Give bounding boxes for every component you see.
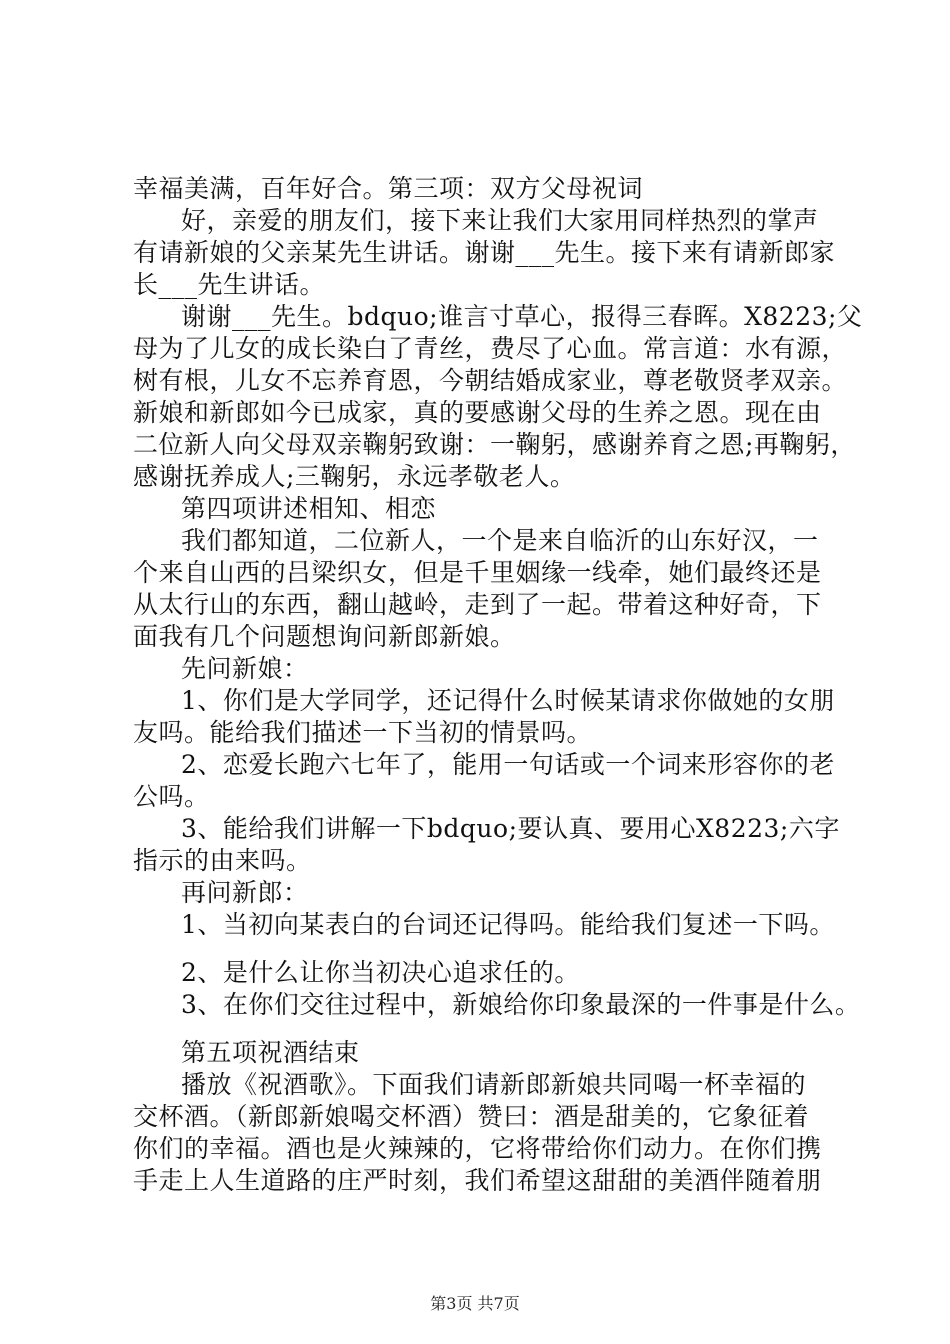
list-item: 2、恋爱长跑六七年了，能用一句话或一个词来形容你的老 <box>181 750 835 779</box>
text-line: 感谢抚养成人;三鞠躬，永远孝敬老人。 <box>133 462 576 491</box>
text-line: 先问新娘： <box>181 654 309 683</box>
text-line: 新娘和新郎如今已成家，真的要感谢父母的生养之恩。现在由 <box>133 398 822 427</box>
list-item: 1、你们是大学同学，还记得什么时候某请求你做她的女朋 <box>181 686 835 715</box>
text-line: 二位新人向父母双亲鞠躬致谢：一鞠躬，感谢养育之恩;再鞠躬， <box>133 430 856 459</box>
list-item: 3、能给我们讲解一下bdquo;要认真、要用心X8223;六字 <box>181 814 840 843</box>
text-line: 母为了儿女的成长染白了青丝，费尽了心血。常言道：水有源， <box>133 334 848 363</box>
text-line: 友吗。能给我们描述一下当初的情景吗。 <box>133 718 593 747</box>
page-footer: 第3页 共7页 <box>430 1294 520 1313</box>
text-line: 个来自山西的吕梁织女，但是千里姻缘一线牵，她们最终还是 <box>133 558 822 587</box>
text-line: 面我有几个问题想询问新郎新娘。 <box>133 622 516 651</box>
list-item: 1、当初向某表白的台词还记得吗。能给我们复述一下吗。 <box>181 910 835 939</box>
text-line: 有请新娘的父亲某先生讲话。谢谢___先生。接下来有请新郎家 <box>133 238 836 267</box>
text-line: 幸福美满，百年好合。第三项：双方父母祝词 <box>133 174 644 203</box>
text-line: 长___先生讲话。 <box>133 270 326 299</box>
text-line: 树有根，儿女不忘养育恩，今朝结婚成家业，尊老敬贤孝双亲。 <box>133 366 848 395</box>
text-line: 交杯酒。（新郎新娘喝交杯酒）赞曰：酒是甜美的，它象征着 <box>133 1102 810 1131</box>
text-line: 再问新郎： <box>181 878 309 907</box>
text-line: 从太行山的东西，翻山越岭，走到了一起。带着这种好奇，下 <box>133 590 822 619</box>
list-item: 2、是什么让你当初决心追求任的。 <box>181 958 580 987</box>
section-heading: 第五项祝酒结束 <box>181 1038 360 1067</box>
section-heading: 第四项讲述相知、相恋 <box>181 494 437 523</box>
text-line: 你们的幸福。酒也是火辣辣的，它将带给你们动力。在你们携 <box>133 1134 822 1163</box>
text-line: 好，亲爱的朋友们，接下来让我们大家用同样热烈的掌声 <box>181 206 819 235</box>
text-line: 我们都知道，二位新人，一个是来自临沂的山东好汉，一 <box>181 526 819 555</box>
text-line: 谢谢___先生。bdquo;谁言寸草心，报得三春晖。X8223;父 <box>181 302 863 331</box>
list-item: 3、在你们交往过程中，新娘给你印象最深的一件事是什么。 <box>181 990 861 1019</box>
text-line: 播放《祝酒歌》。下面我们请新郎新娘共同喝一杯幸福的 <box>181 1070 807 1099</box>
text-line: 指示的由来吗。 <box>133 846 312 875</box>
text-line: 手走上人生道路的庄严时刻，我们希望这甜甜的美酒伴随着朋 <box>133 1166 822 1195</box>
text-line: 公吗。 <box>133 782 210 811</box>
